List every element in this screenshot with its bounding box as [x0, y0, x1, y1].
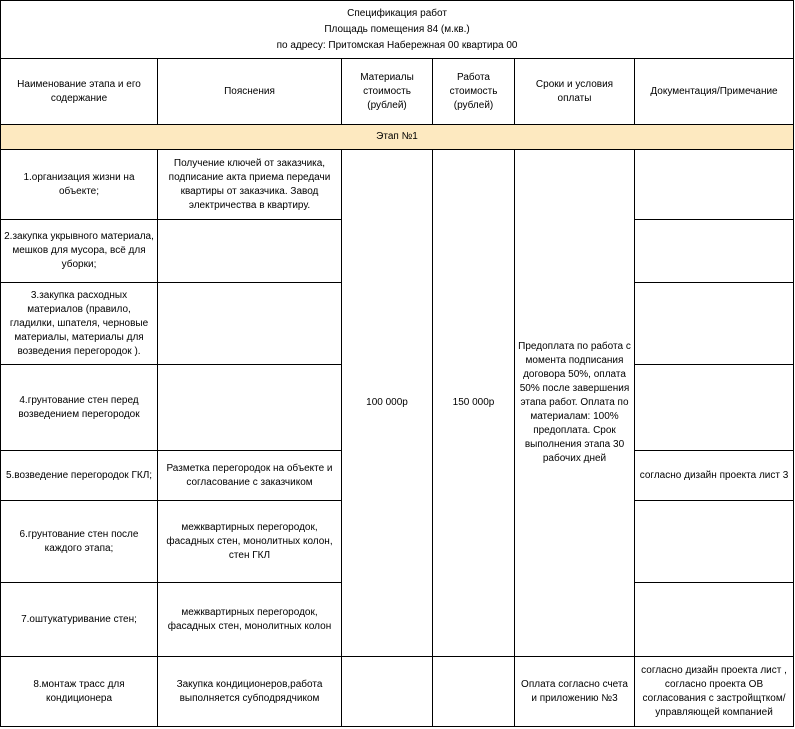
col-header-materials: Материалы стоимость (рублей)	[342, 59, 433, 125]
row-materials	[342, 657, 433, 727]
row-explanation	[158, 283, 342, 365]
stage-row	[1, 125, 794, 150]
row-docs	[635, 150, 794, 220]
col-header-docs: Документация/Примечание	[635, 59, 794, 125]
col-header-explanation: Пояснения	[158, 59, 342, 125]
row-docs: согласно дизайн проекта лист 3	[635, 451, 794, 501]
row-explanation: межквартирных перегородок, фасадных стен, монолитных колон	[158, 583, 342, 657]
row-name: 7.оштукатуривание стен;	[1, 583, 158, 657]
area-line: Площадь помещения 84 (м.кв.)	[324, 23, 470, 35]
row-name: 5.возведение перегородок ГКЛ;	[1, 451, 158, 501]
row-docs	[635, 220, 794, 283]
row-explanation: межквартирных перегородок, фасадных стен, монолитных колон, стен ГКЛ	[158, 501, 342, 583]
row-terms: Оплата согласно счета и приложению №3	[515, 657, 635, 727]
row-name: 4.грунтование стен перед возведением перегородок	[1, 365, 158, 451]
work-cost: 150 000р	[433, 150, 515, 657]
row-name: 8.монтаж трасс для кондиционера	[1, 657, 158, 727]
payment-terms: Предоплата по работа с момента подписания договора 50%, оплата 50% после завершения этапа работ. Оплата по материалам: 100% предоплата. Срок выполнения этапа 30 рабочих дней	[515, 150, 635, 657]
row-name: 2.закупка укрывного материала, мешков для мусора, всё для уборки;	[1, 220, 158, 283]
row-explanation	[158, 220, 342, 283]
table-row	[1, 150, 794, 220]
row-explanation	[158, 365, 342, 451]
document-title: Спецификация работ	[347, 7, 447, 19]
materials-cost: 100 000р	[342, 150, 433, 657]
row-name: 6.грунтование стен после каждого этапа;	[1, 501, 158, 583]
row-docs	[635, 583, 794, 657]
row-name: 3.закупка расходных материалов (правило, гладилки, шпателя, черновые материалы, материалы для возведения перегородок ).	[1, 283, 158, 365]
document-header	[1, 1, 794, 59]
column-header-row	[1, 59, 794, 125]
row-docs: согласно дизайн проекта лист , согласно проекта ОВ согласования с застройщтком/управляющей компанией	[635, 657, 794, 727]
address-line: по адресу: Притомская Набережная 00 квартира 00	[276, 39, 518, 51]
row-name: 1.организация жизни на объекте;	[1, 150, 158, 220]
row-docs	[635, 501, 794, 583]
row-work	[433, 657, 515, 727]
row-explanation: Закупка кондиционеров,работа выполняется субподрядчиком	[158, 657, 342, 727]
row-docs	[635, 365, 794, 451]
row-explanation: Разметка перегородок на объекте и согласование с заказчиком	[158, 451, 342, 501]
col-header-work: Работа стоимость (рублей)	[433, 59, 515, 125]
col-header-name: Наименование этапа и его содержание	[1, 59, 158, 125]
row-explanation: Получение ключей от заказчика, подписание акта приема передачи квартиры от заказчика. Завод электричества в квартиру.	[158, 150, 342, 220]
header-row	[1, 1, 794, 59]
col-header-terms: Сроки и условия оплаты	[515, 59, 635, 125]
stage-label: Этап №1	[1, 125, 794, 150]
row-docs	[635, 283, 794, 365]
table-row	[1, 657, 794, 727]
